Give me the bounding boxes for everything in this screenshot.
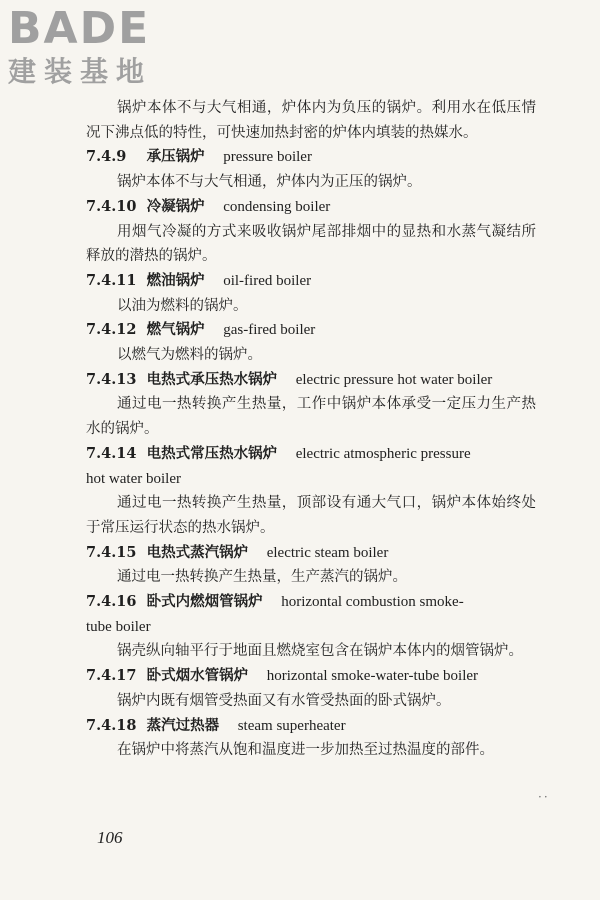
entry-heading	[86, 442, 536, 467]
term-english: electric steam boiler	[266, 544, 389, 561]
logo-subtitle: 建装基地	[8, 55, 153, 88]
entry	[86, 269, 536, 318]
entry-definition: 通过电一热转换产生热量，顶部设有通大气口，锅炉本体始终处于常压运行状态的热水锅炉。	[86, 495, 536, 536]
entry-heading	[86, 590, 536, 615]
entry-heading	[86, 541, 536, 566]
entry-definition: 通过电一热转换产生热量，生产蒸汽的锅炉。	[117, 569, 407, 586]
entry-number: 7.4.15	[86, 543, 137, 561]
term-chinese: 燃油锅炉	[146, 271, 205, 289]
term-chinese: 承压锅炉	[146, 148, 205, 166]
entry-number: 7.4.9	[86, 148, 127, 166]
entry-heading	[86, 269, 536, 294]
entry-number: 7.4.17	[86, 667, 137, 685]
entry-heading	[86, 664, 536, 689]
term-chinese: 卧式烟水管锅炉	[146, 667, 249, 685]
entry-number: 7.4.18	[86, 716, 137, 734]
term-chinese: 蒸汽过热器	[146, 716, 220, 734]
scan-speck: ··	[538, 790, 550, 804]
entry	[86, 145, 536, 194]
entry-number: 7.4.13	[86, 370, 137, 388]
term-chinese: 冷凝锅炉	[146, 197, 205, 215]
entry-heading	[86, 714, 536, 739]
entry	[86, 714, 536, 763]
entry-definition: 以燃气为燃料的锅炉。	[117, 347, 262, 364]
term-chinese: 电热式蒸汽锅炉	[146, 543, 249, 561]
entry	[86, 664, 536, 713]
entry	[86, 368, 536, 442]
entry-definition: 通过电一热转换产生热量，工作中锅炉本体承受一定压力生产热水的锅炉。	[86, 396, 536, 438]
term-english: horizontal smoke-water-tube boiler	[266, 668, 479, 685]
logo	[8, 3, 153, 88]
term-chinese: 燃气锅炉	[146, 321, 205, 339]
term-english: electric atmospheric pressure	[295, 445, 471, 462]
term-english-continued: hot water boiler	[86, 470, 181, 487]
entry-heading	[86, 195, 536, 220]
term-english: pressure boiler	[223, 149, 312, 166]
intro-paragraph: 锅炉本体不与大气相通，炉体内为负压的锅炉。利用水在低压情况下沸点低的特性，可快速加热封密的炉体内填装的热媒水。	[86, 100, 536, 141]
entry-definition: 锅壳纵向轴平行于地面且燃烧室包含在锅炉本体内的烟管锅炉。	[117, 643, 523, 660]
entry	[86, 195, 536, 269]
term-chinese: 电热式承压热水锅炉	[146, 370, 278, 388]
entry	[86, 590, 536, 664]
term-english: oil-fired boiler	[223, 272, 312, 289]
entry-definition: 锅炉内既有烟管受热面又有水管受热面的卧式锅炉。	[117, 692, 451, 709]
entry	[86, 541, 536, 590]
logo-wordmark: BADE	[8, 3, 151, 54]
entry-heading	[86, 145, 536, 170]
entry-definition: 锅炉本体不与大气相通，炉体内为正压的锅炉。	[117, 174, 422, 191]
page-body	[86, 96, 536, 763]
term-chinese: 电热式常压热水锅炉	[146, 444, 278, 462]
entry	[86, 442, 536, 541]
term-english: condensing boiler	[223, 198, 331, 215]
term-english: steam superheater	[237, 717, 346, 734]
term-english: electric pressure hot water boiler	[295, 371, 493, 388]
term-chinese: 卧式内燃烟管锅炉	[146, 593, 263, 611]
entry-number: 7.4.14	[86, 444, 137, 462]
entry-definition: 用烟气冷凝的方式来吸收锅炉尾部排烟中的显热和水蒸气凝结所释放的潜热的锅炉。	[86, 223, 536, 265]
entry-heading	[86, 318, 536, 343]
page-number: 106	[97, 828, 123, 847]
term-english: gas-fired boiler	[223, 322, 316, 339]
entry-heading	[86, 368, 536, 393]
entry-number: 7.4.11	[86, 271, 137, 289]
entry-definition: 在锅炉中将蒸汽从饱和温度进一步加热至过热温度的部件。	[117, 742, 494, 759]
term-english-continued: tube boiler	[86, 618, 151, 635]
entry-number: 7.4.16	[86, 593, 137, 611]
entry-number: 7.4.12	[86, 321, 137, 339]
entry	[86, 318, 536, 367]
entry-definition: 以油为燃料的锅炉。	[117, 297, 248, 314]
entry-number: 7.4.10	[86, 197, 137, 215]
term-english: horizontal combustion smoke-	[281, 594, 464, 611]
